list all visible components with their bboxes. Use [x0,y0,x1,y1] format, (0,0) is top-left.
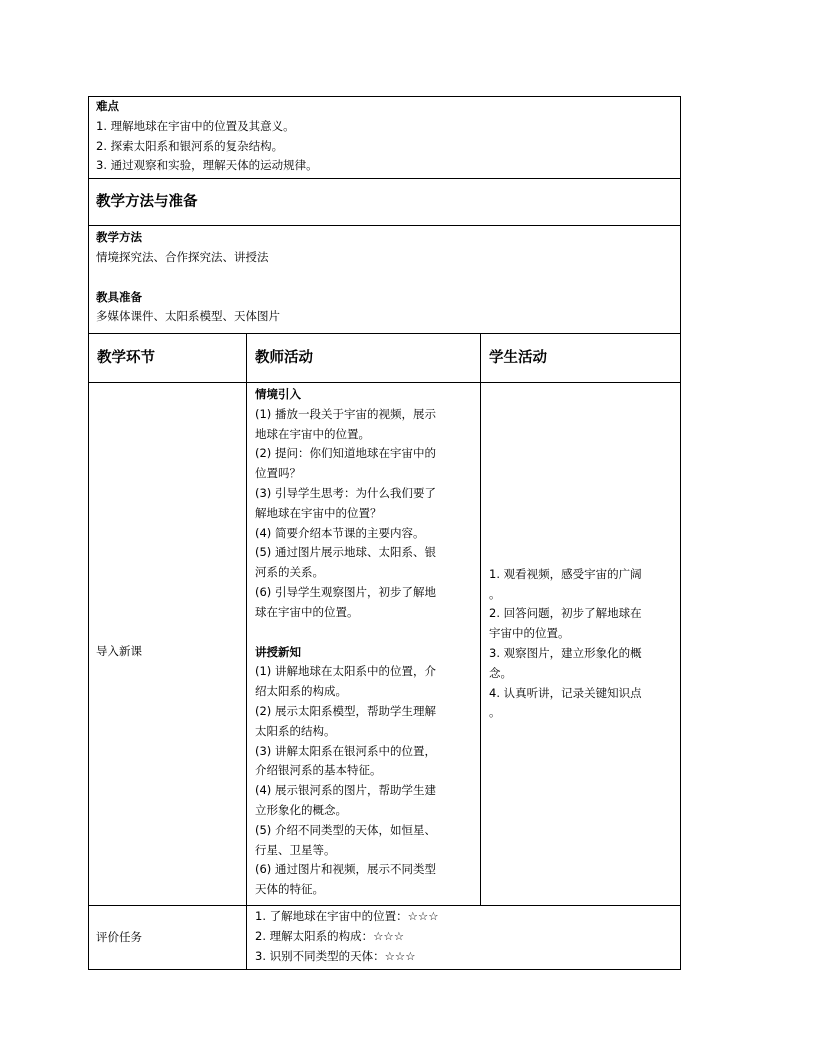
difficulty-heading: 难点 [96,99,119,113]
stage-label: 导入新课 [96,644,142,659]
stage-label-cell [89,383,247,906]
teacher-line: 天体的特征。 [255,882,324,897]
student-line: 4. 认真听讲，记录关键知识点 [489,685,642,700]
methods-section-title: 教学方法与准备 [89,179,681,226]
teacher-line: 河系的关系。 [255,565,324,580]
lesson-plan-document [88,96,680,970]
difficulty-item: 2. 探索太阳系和银河系的复杂结构。 [96,138,284,153]
teacher-activity-cell [247,383,481,906]
teacher-line: (6) 通过图片和视频，展示不同类型 [255,862,436,877]
methods-text: 情境探究法、合作探究法、讲授法 [96,249,269,264]
teacher-line: 地球在宇宙中的位置。 [255,426,370,441]
evaluation-item: 2. 理解太阳系的构成：☆☆☆ [255,928,405,943]
teacher-line: (6) 引导学生观察图片，初步了解地 [255,584,436,599]
teacher-group-heading: 情境引入 [255,387,301,401]
evaluation-label-cell [89,906,247,970]
teacher-line: 解地球在宇宙中的位置？ [255,505,382,520]
teacher-line: (5) 通过图片展示地球、太阳系、银 [255,545,436,560]
student-line: 念。 [489,665,512,680]
difficulty-item: 1. 理解地球在宇宙中的位置及其意义。 [96,118,295,133]
tools-heading: 教具准备 [96,289,142,304]
teacher-line: (3) 讲解太阳系在银河系中的位置， [255,743,436,758]
teacher-line: 球在宇宙中的位置。 [255,604,359,619]
student-activity-cell [481,383,681,906]
teacher-line: 行星、卫星等。 [255,842,336,857]
tools-text: 多媒体课件、太阳系模型、天体图片 [96,309,280,324]
header-teacher: 教师活动 [247,334,481,383]
teacher-line: (3) 引导学生思考：为什么我们要了 [255,485,436,500]
student-line: 。 [489,586,501,601]
teacher-line: (1) 讲解地球在太阳系中的位置，介 [255,664,436,679]
student-line: 1. 观看视频，感受宇宙的广阔 [489,566,642,581]
evaluation-item: 3. 识别不同类型的天体：☆☆☆ [255,948,416,963]
header-stage: 教学环节 [89,334,247,383]
student-line: 宇宙中的位置。 [489,626,570,641]
teacher-line: 介绍银河系的基本特征。 [255,763,382,778]
student-line: 3. 观察图片，建立形象化的概 [489,646,642,660]
teacher-line: (1) 播放一段关于宇宙的视频，展示 [255,406,436,421]
lesson-plan-table [88,96,681,970]
student-line: 。 [489,705,501,720]
evaluation-items-cell [247,906,681,970]
teacher-group-heading: 讲授新知 [255,644,301,659]
methods-heading: 教学方法 [96,230,142,244]
difficulty-item: 3. 通过观察和实验，理解天体的运动规律。 [96,158,318,173]
difficulty-cell [89,97,681,179]
teacher-line: (4) 简要介绍本节课的主要内容。 [255,525,425,540]
teacher-line: (4) 展示银河系的图片，帮助学生建 [255,783,436,798]
evaluation-item: 1. 了解地球在宇宙中的位置：☆☆☆ [255,909,439,923]
teacher-line: 位置吗？ [255,466,301,481]
teacher-line: 太阳系的结构。 [255,723,336,738]
header-student: 学生活动 [481,334,681,383]
teacher-line: (2) 提问：你们知道地球在宇宙中的 [255,446,436,461]
teacher-line: 立形象化的概念。 [255,802,347,817]
student-line: 2. 回答问题，初步了解地球在 [489,606,642,621]
evaluation-label: 评价任务 [96,929,142,944]
methods-cell [89,226,681,334]
teacher-line: (2) 展示太阳系模型，帮助学生理解 [255,703,436,718]
teacher-line: (5) 介绍不同类型的天体，如恒星、 [255,822,436,837]
teacher-line: 绍太阳系的构成。 [255,684,347,699]
